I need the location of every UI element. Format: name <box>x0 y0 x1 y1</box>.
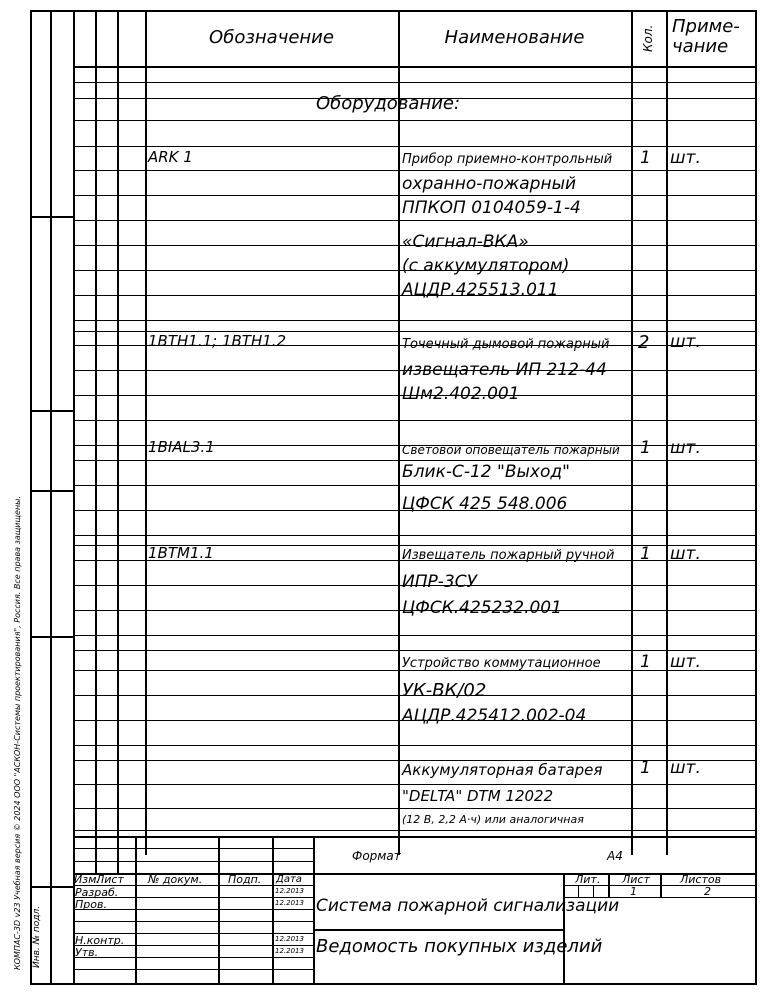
item-name-line: Шм2.402.001 <box>402 384 520 404</box>
table-row-rule <box>73 830 757 831</box>
inventory-number-label: Инв. № подл. <box>32 905 42 968</box>
format-label: Формат <box>352 849 401 863</box>
item-unit: шт. <box>670 544 701 564</box>
item-unit: шт. <box>670 332 701 352</box>
date-developer: 12.2013 <box>275 887 304 895</box>
table-row-rule <box>73 320 757 321</box>
item-designation: 1BTM1.1 <box>148 544 214 562</box>
table-row-rule <box>73 635 757 636</box>
table-row-rule <box>73 650 757 651</box>
table-row-rule <box>73 745 757 746</box>
item-unit: шт. <box>670 438 701 458</box>
table-row-rule <box>73 420 757 421</box>
item-name-line: ЦФСК 425 548.006 <box>402 494 568 514</box>
sheet-value: 1 <box>630 885 637 898</box>
header-note-line2: чание <box>672 36 729 57</box>
item-qty: 1 <box>640 438 651 458</box>
table-row-rule <box>73 170 757 171</box>
item-name-line: "DELTA" DTM 12022 <box>402 787 554 805</box>
item-name-line: Блик-С-12 "Выход" <box>402 462 570 482</box>
col-izm: Изм. <box>74 873 100 886</box>
item-name-line: ИПР-3СУ <box>402 572 477 592</box>
item-name-line: УК-ВК/02 <box>402 680 487 701</box>
section-title: Оборудование: <box>315 93 461 114</box>
item-name-line: охранно-пожарный <box>402 174 577 194</box>
table-row-rule <box>73 460 757 461</box>
item-name-line: АЦДР.425513.011 <box>402 280 559 300</box>
lit-label: Лит. <box>575 873 601 886</box>
item-unit: шт. <box>670 758 701 778</box>
item-name-line: (12 В, 2,2 А·ч) или аналогичная <box>402 813 584 826</box>
role-approver: Утв. <box>75 946 99 959</box>
document-title-line1: Система пожарной сигнализации <box>316 896 620 916</box>
item-name-line: ЦФСК.425232.001 <box>402 598 562 618</box>
item-name-line: (с аккумулятором) <box>402 256 570 276</box>
item-qty: 1 <box>640 652 651 672</box>
sheets-label: Листов <box>680 873 722 886</box>
header-qty: Кол. <box>641 24 655 52</box>
format-value: А4 <box>607 849 623 863</box>
header-note-line1: Приме- <box>672 16 740 37</box>
item-name-line: Извещатель пожарный ручной <box>402 548 615 563</box>
item-unit: шт. <box>670 148 701 168</box>
copyright-text: КОМПАС-3D v23 Учебная версия © 2024 ООО "АСКОН-Системы проектирования", Россия. Все права защищены. <box>13 495 22 970</box>
item-qty: 1 <box>640 148 651 168</box>
item-name-line: АЦДР.425412.002-04 <box>402 706 587 726</box>
table-row-rule <box>73 535 757 536</box>
item-name-line: Устройство коммутационное <box>402 656 601 671</box>
item-unit: шт. <box>670 652 701 672</box>
table-row-rule <box>73 808 757 809</box>
table-row-rule <box>73 220 757 221</box>
col-doc: № докум. <box>148 873 203 886</box>
item-name-line: Световой оповещатель пожарный <box>402 443 620 457</box>
header-name: Наименование <box>444 27 585 48</box>
date-ncontrol: 12.2013 <box>275 935 304 943</box>
header-designation: Обозначение <box>209 27 334 48</box>
item-name-line: Точечный дымовой пожарный <box>402 337 610 352</box>
item-name-line: «Сигнал-ВКА» <box>402 232 529 252</box>
table-row-rule <box>73 195 757 196</box>
item-name-line: Аккумуляторная батарея <box>402 761 603 779</box>
sheet-label: Лист <box>622 873 650 886</box>
document-title-line2: Ведомость покупных изделий <box>316 936 603 957</box>
col-date: Дата <box>276 874 302 885</box>
item-designation: 1BTH1.1; 1BTH1.2 <box>148 332 287 350</box>
item-qty: 1 <box>640 544 651 564</box>
role-ncontrol: Н.контр. <box>75 934 125 947</box>
sheets-value: 2 <box>704 885 711 898</box>
table-row-rule <box>73 784 757 785</box>
table-row-rule <box>73 82 757 83</box>
item-designation: 1BIAL3.1 <box>148 438 215 456</box>
role-checker: Пров. <box>75 898 107 911</box>
item-qty: 1 <box>640 758 651 778</box>
date-checker: 12.2013 <box>275 899 304 907</box>
item-name-line: Прибор приемно-контрольный <box>402 152 613 167</box>
item-name-line: ППКОП 0104059-1-4 <box>402 198 581 218</box>
col-list: Лист <box>96 873 124 886</box>
item-qty: 2 <box>638 332 650 353</box>
role-developer: Разраб. <box>75 886 119 899</box>
table-row-rule <box>73 120 757 121</box>
col-sign: Подп. <box>228 873 262 886</box>
date-approver: 12.2013 <box>275 947 304 955</box>
item-designation: ARK 1 <box>148 148 193 166</box>
table-row-rule <box>73 146 757 147</box>
table-row-rule <box>73 485 757 486</box>
item-name-line: извещатель ИП 212-44 <box>402 360 607 380</box>
